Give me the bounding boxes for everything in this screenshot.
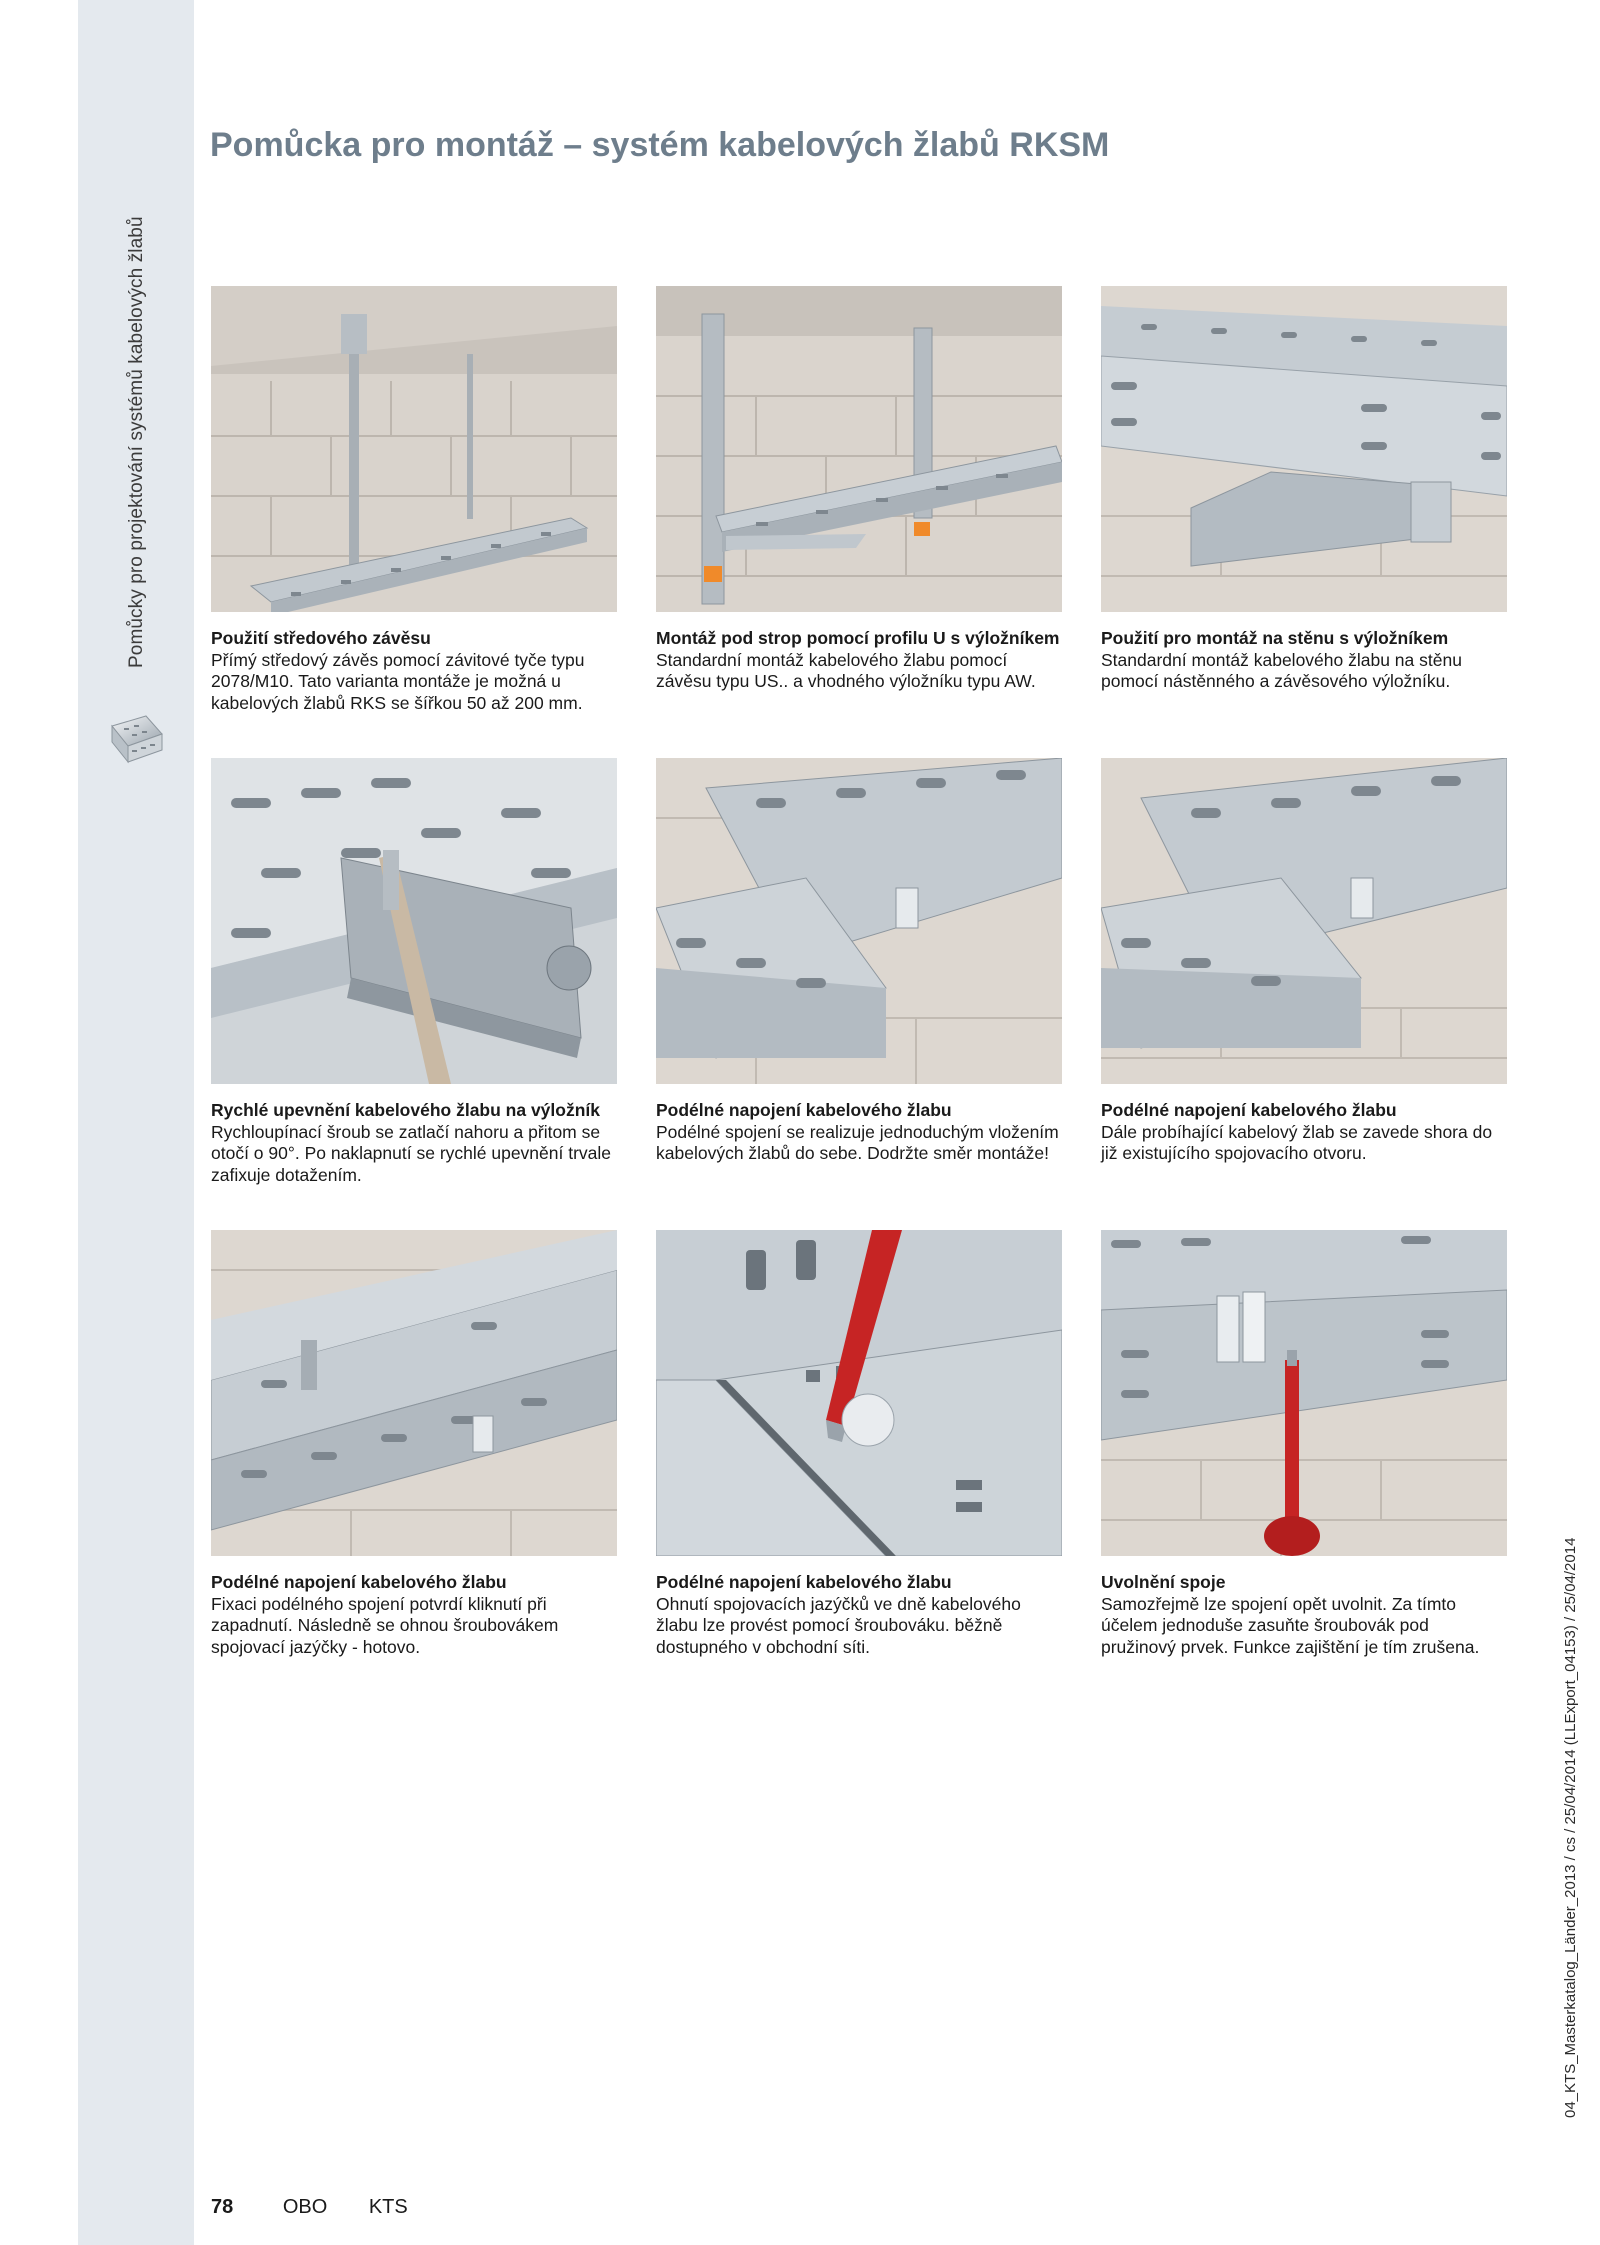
side-title: Pomůcky pro projektování systémů kabelových žlabů: [126, 216, 147, 668]
card-body: Dále probíhající kabelový žlab se zavede shora do již existujícího spojovacího otvoru.: [1101, 1121, 1493, 1163]
card-longitudinal-2: [1101, 758, 1507, 1165]
card-title: Uvolnění spoje: [1101, 1572, 1226, 1592]
card-title: Montáž pod strop pomocí profilu U s výložníkem: [656, 628, 1060, 648]
page-number: 78: [211, 2196, 234, 2218]
photo-wall-bracket: [1101, 286, 1507, 612]
card-longitudinal-1: [656, 758, 1062, 1165]
photo-longitudinal-4: [656, 1230, 1062, 1556]
cable-tray-icon: [106, 712, 168, 770]
document-meta: 04_KTS_Masterkatalog_Länder_2013 / cs / 25/04/2014 (LLExport_04153) / 25/04/2014: [1562, 1537, 1579, 2118]
card-body: Fixaci podélného spojení potvrdí kliknutí při zapadnutí. Následně se ohnou šroubovákem spojovací jazýčky - hotovo.: [211, 1593, 559, 1657]
card-body: Samozřejmě lze spojení opět uvolnit. Za tímto účelem jednoduše zasuňte šroubovák pod pružinový prvek. Funkce zajištění je tím zrušena.: [1101, 1593, 1480, 1657]
photo-center-hanger: [211, 286, 617, 612]
card-body: Podélné spojení se realizuje jednoduchým vložením kabelových žlabů do sebe. Dodržte směr montáže!: [656, 1121, 1059, 1163]
card-title: Podélné napojení kabelového žlabu: [656, 1572, 952, 1592]
card-wall-bracket: [1101, 286, 1507, 693]
photo-quick-fastening: [211, 758, 617, 1084]
footer-section: KTS: [368, 2196, 408, 2218]
card-center-hanger: [211, 286, 617, 714]
card-title: Použití pro montáž na stěnu s výložníkem: [1101, 628, 1449, 648]
card-quick-fastening: [211, 758, 617, 1186]
page-title: Pomůcka pro montáž – systém kabelových žlabů RKSM: [210, 126, 1110, 164]
card-longitudinal-3: [211, 1230, 617, 1658]
card-title: Rychlé upevnění kabelového žlabu na výložník: [211, 1100, 600, 1120]
photo-longitudinal-1: [656, 758, 1062, 1084]
card-longitudinal-4: [656, 1230, 1062, 1658]
page-footer: [211, 2196, 444, 2219]
card-body: Standardní montáž kabelového žlabu pomocí závěsu typu US.. a vhodného výložníku typu AW.: [656, 649, 1036, 691]
photo-release-joint: [1101, 1230, 1507, 1556]
card-body: Přímý středový závěs pomocí závitové tyče typu 2078/M10. Tato varianta montáže je možná u kabelových žlabů RKS se šířkou 50 až 200 mm.: [211, 649, 585, 713]
photo-longitudinal-3: [211, 1230, 617, 1556]
card-body: Ohnutí spojovacích jazýčků ve dně kabelového žlabu lze provést pomocí šroubováku. běžně dostupného v obchodní síti.: [656, 1593, 1021, 1657]
card-body: Rychloupínací šroub se zatlačí nahoru a přitom se otočí o 90°. Po naklapnutí se rychlé upevnění trvale zafixuje dotažením.: [211, 1121, 612, 1185]
card-ceiling-u-profile: [656, 286, 1062, 693]
photo-ceiling-u-profile: [656, 286, 1062, 612]
card-title: Podélné napojení kabelového žlabu: [656, 1100, 952, 1120]
photo-longitudinal-2: [1101, 758, 1507, 1084]
card-title: Použití středového závěsu: [211, 628, 431, 648]
card-title: Podélné napojení kabelového žlabu: [1101, 1100, 1397, 1120]
footer-brand: OBO: [282, 2196, 328, 2218]
card-release-joint: [1101, 1230, 1507, 1658]
card-title: Podélné napojení kabelového žlabu: [211, 1572, 507, 1592]
card-body: Standardní montáž kabelového žlabu na stěnu pomocí nástěnného a závěsového výložníku.: [1101, 649, 1462, 691]
